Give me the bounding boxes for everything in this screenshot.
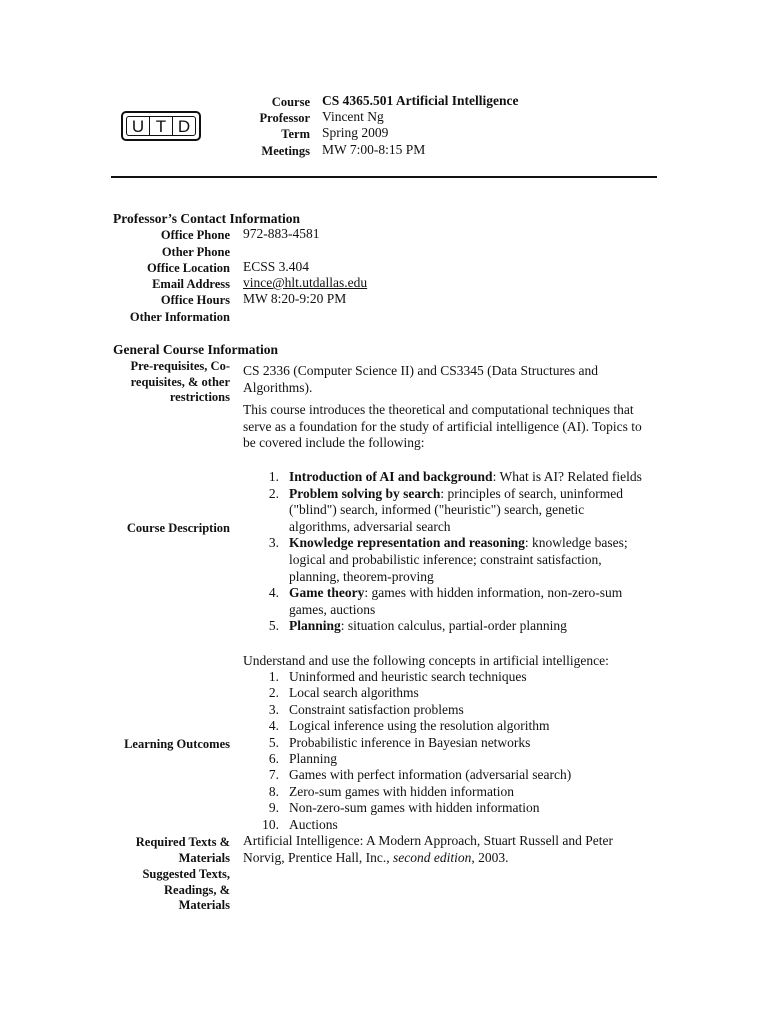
prereq-line: Algorithms). (243, 379, 313, 395)
topic-heading: Game theory (289, 585, 365, 601)
list-item (243, 702, 669, 718)
list-item (243, 535, 669, 585)
topic-text: : situation calculus, partial-order planning (340, 618, 567, 634)
contact-value-office-location: ECSS 3.404 (243, 259, 310, 274)
list-number: 3. (268, 701, 279, 717)
description-line: be covered include the following: (243, 435, 425, 451)
required-texts-line (243, 850, 663, 867)
outcomes-list (243, 669, 669, 833)
suggested-texts-label-line: Readings, & (164, 882, 230, 897)
required-texts-line: Artificial Intelligence: A Modern Approach, Stuart Russell and Peter (243, 833, 614, 848)
prereq-label (0, 359, 230, 406)
list-number: 4. (268, 718, 279, 734)
topic-text: : knowledge bases; (524, 535, 628, 551)
header-value-meetings: MW 7:00-8:15 PM (322, 142, 426, 157)
list-number: 5. (268, 618, 279, 634)
outcomes-intro: Understand and use the following concepts in artificial intelligence: (243, 653, 609, 668)
required-texts-edition: second edition (392, 849, 472, 865)
header-value-course: CS 4365.501 Artificial Intelligence (322, 93, 519, 108)
topic-text: games, auctions (289, 601, 376, 617)
header-label-meetings: Meetings (261, 144, 310, 158)
suggested-texts-label (0, 867, 230, 914)
list-item (243, 817, 669, 833)
learning-outcomes-label: Learning Outcomes (124, 737, 230, 751)
list-item (243, 618, 669, 635)
topic-heading: Problem solving by search (289, 485, 441, 501)
suggested-texts-label-line: Materials (178, 898, 230, 912)
topics-list (243, 469, 669, 635)
outcome-text: Probabilistic inference in Bayesian networks (289, 734, 531, 750)
list-item (243, 735, 669, 751)
prereq-label-line: restrictions (169, 390, 230, 404)
prereq-line: CS 2336 (Computer Science II) and CS3345 (Data Structures and (243, 363, 599, 378)
description-line: serve as a foundation for the study of artificial intelligence (AI). Topics to (243, 418, 642, 434)
required-texts (243, 833, 663, 866)
required-texts-year: , 2003. (471, 849, 509, 865)
prereq-label-line: requisites, & other (130, 374, 230, 389)
list-item (243, 469, 669, 486)
contact-value-office-phone: 972-883-4581 (243, 226, 320, 241)
topic-text: : principles of search, uninformed (440, 485, 623, 501)
topic-text: : What is AI? Related fields (492, 469, 642, 484)
outcome-text: Planning (289, 751, 338, 767)
header-value-term: Spring 2009 (322, 125, 389, 140)
required-texts-label (0, 834, 230, 867)
topic-text: logical and probabilistic inference; constraint satisfaction, (289, 551, 602, 567)
list-number: 1. (268, 669, 279, 684)
topic-heading: Planning (289, 618, 341, 634)
topic-text: ("blind") search, informed ("heuristic") search, genetic (289, 502, 585, 518)
suggested-texts-label-line: Suggested Texts, (142, 867, 230, 881)
contact-label-office-hours: Office Hours (160, 293, 230, 307)
list-number: 4. (268, 585, 279, 601)
general-section-title: General Course Information (113, 342, 278, 357)
contact-value-office-hours: MW 8:20-9:20 PM (243, 291, 347, 306)
outcome-text: Uninformed and heuristic search techniques (289, 669, 527, 684)
list-number: 6. (268, 751, 279, 767)
topic-text: : games with hidden information, non-zero-sum (364, 585, 623, 601)
contact-section-title: Professor’s Contact Information (113, 211, 300, 226)
logo-letter: T (149, 117, 172, 135)
outcome-text: Auctions (289, 816, 338, 832)
list-number: 1. (268, 469, 279, 484)
outcome-text: Non-zero-sum games with hidden information (289, 800, 540, 816)
list-number: 5. (268, 734, 279, 750)
email-link[interactable]: vince@hlt.utdallas.edu (243, 275, 368, 290)
list-item (243, 751, 669, 767)
list-item (243, 585, 669, 618)
description-line: This course introduces the theoretical and computational techniques that (243, 402, 634, 417)
contact-label-email: Email Address (152, 277, 230, 291)
list-number: 2. (268, 685, 279, 701)
list-number: 10. (262, 816, 279, 832)
logo-letter: U (131, 117, 145, 136)
outcome-text: Games with perfect information (adversarial search) (289, 767, 572, 783)
prereq-label-line: Pre-requisites, Co- (130, 359, 230, 373)
header-label-term: Term (281, 127, 310, 141)
header-value-professor: Vincent Ng (322, 109, 384, 124)
list-item (243, 718, 669, 734)
contact-label-office-location: Office Location (147, 261, 230, 275)
contact-label-other-information: Other Information (129, 310, 230, 324)
list-number: 7. (268, 767, 279, 783)
prereq-text (243, 363, 663, 396)
outcome-text: Zero-sum games with hidden information (289, 783, 514, 799)
topic-text: planning, theorem-proving (289, 568, 434, 584)
header-label-course: Course (271, 95, 310, 109)
list-item (243, 800, 669, 816)
required-texts-label-line: Materials (178, 851, 230, 866)
list-item (243, 784, 669, 800)
header-divider (111, 176, 657, 178)
list-item (243, 669, 669, 685)
header-label-professor: Professor (259, 111, 310, 125)
required-texts-label-line: Required Texts & (135, 835, 230, 849)
contact-label-office-phone: Office Phone (160, 228, 230, 242)
topic-heading: Knowledge representation and reasoning (289, 535, 525, 551)
topic-heading: Introduction of AI and background (289, 469, 493, 484)
list-number: 3. (268, 535, 279, 551)
list-item (243, 486, 669, 536)
outcome-text: Constraint satisfaction problems (289, 701, 464, 717)
description-intro (243, 402, 663, 452)
list-number: 2. (268, 485, 279, 501)
contact-label-other-phone: Other Phone (161, 245, 230, 259)
list-item (243, 685, 669, 701)
outcome-text: Logical inference using the resolution algorithm (289, 718, 550, 734)
list-number: 8. (268, 783, 279, 799)
topic-text: algorithms, adversarial search (289, 518, 451, 534)
required-texts-publisher: Norvig, Prentice Hall, Inc., (243, 849, 393, 865)
list-number: 9. (268, 800, 279, 816)
logo-letter: D (172, 117, 195, 135)
course-description-label: Course Description (126, 521, 230, 535)
list-item (243, 767, 669, 783)
outcome-text: Local search algorithms (289, 685, 419, 701)
